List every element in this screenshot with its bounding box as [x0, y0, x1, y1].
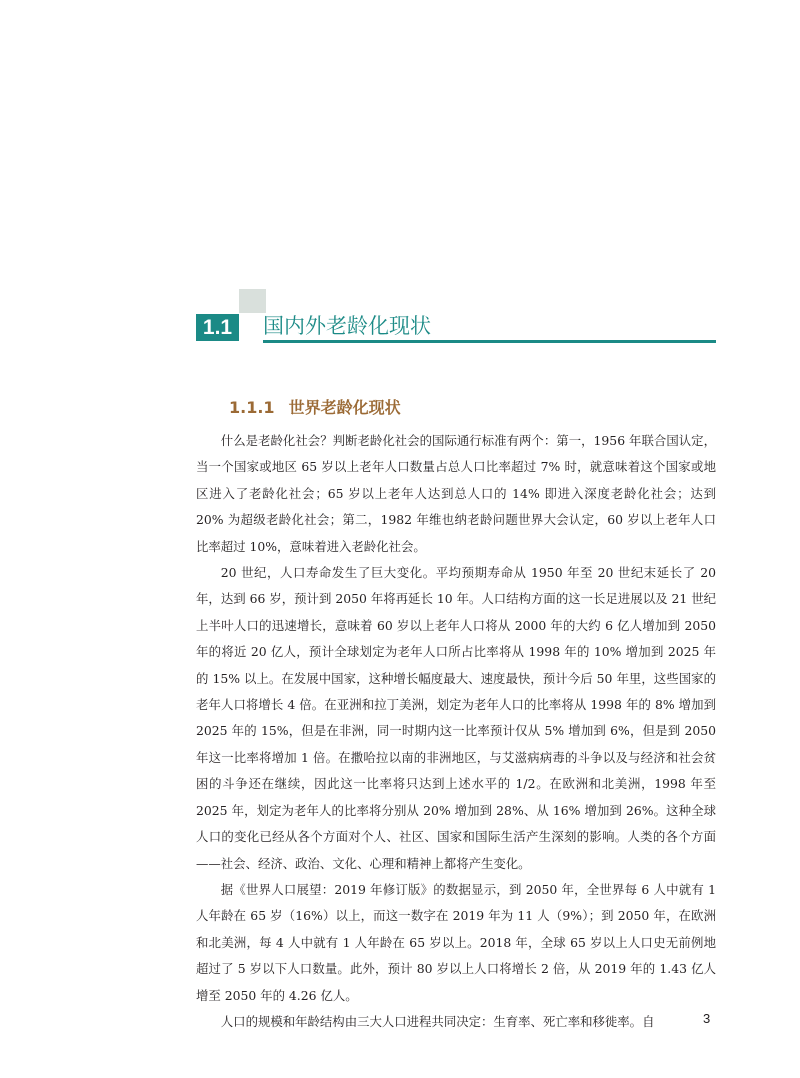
subsection-heading [229, 396, 401, 420]
paragraph: 人口的规模和年龄结构由三大人口进程共同决定：生育率、死亡率和移徙率。自 [220, 1013, 655, 1029]
section-title: 国内外老龄化现状 [263, 314, 431, 338]
body-text [196, 428, 716, 1035]
paragraph: 据《世界人口展望：2019 年修订版》的数据显示，到 2050 年，全世界每 6 人中就有 1 人年龄在 65 岁（16%）以上，而这一数字在 2019 年为 11 人（9%）；到 2050 年，在欧洲和北美洲，每 4 人中就有 1 人年龄在 65 岁以上。2018 年，全球 65 岁以上人口史无前例地超过了 5 岁以下人口数量。此外，预计 80 岁以上人口将增长 2 倍，从 2019 年的 1.43 亿人增至 2050 年的 4.26 亿人。 [196, 881, 716, 1003]
section-title-rule [263, 340, 716, 343]
subsection-title: 世界老龄化现状 [288, 398, 401, 417]
paragraph: 20 世纪，人口寿命发生了巨大变化。平均预期寿命从 1950 年至 20 世纪末延长了 20 年，达到 66 岁，预计到 2050 年将再延长 10 年。人口结构方面的这一长足进展以及 21 世纪上半叶人口的迅速增长，意味着 60 岁以上老年人口将从 2000 年的大约 6 亿人增加到 2050 年的将近 20 亿人，预计全球划定为老年人口所占比率将从 1998 年的 10% 增加到 2025 年的 15% 以上。在发展中国家，这种增长幅度最大、速度最快，预计今后 50 年里，这些国家的老年人口将增长 4 倍。在亚洲和拉丁美洲，划定为老年人口的比率将从 1998 年的 8% 增加到 2025 年的 15%，但是在非洲，同一时期内这一比率预计仅从 5% 增加到 6%，但是到 2050 年这一比率将增加 1 倍。在撒哈拉以南的非洲地区，与艾滋病病毒的斗争以及与经济和社会贫困的斗争还在继续，因此这一比率将只达到上述水平的 1/2。在欧洲和北美洲，1998 年至 2025 年，划定为老年人的比率将分别从 20% 增加到 28%、从 16% 增加到 26%。这种全球人口的变化已经从各个方面对个人、社区、国家和国际生活产生深刻的影响。人类的各个方面——社会、经济、政治、文化、心理和精神上都将产生变化。 [196, 565, 716, 871]
section-number: 1.1 [196, 314, 239, 341]
paragraph: 什么是老龄化社会？判断老龄化社会的国际通行标准有两个：第一，1956 年联合国认定，当一个国家或地区 65 岁以上老年人口数量占总人口比率超过 7% 时，就意味着这个国家或地区进入了老龄化社会；65 岁以上老年人达到总人口的 14% 即进入深度老龄化社会；达到 20% 为超级老龄化社会；第二，1982 年维也纳老龄问题世界大会认定，60 岁以上老年人口比率超过 10%，意味着进入老龄化社会。 [196, 433, 716, 554]
page-number: 3 [703, 1011, 711, 1026]
decorative-square [239, 289, 266, 313]
subsection-number: 1.1.1 [229, 398, 275, 417]
